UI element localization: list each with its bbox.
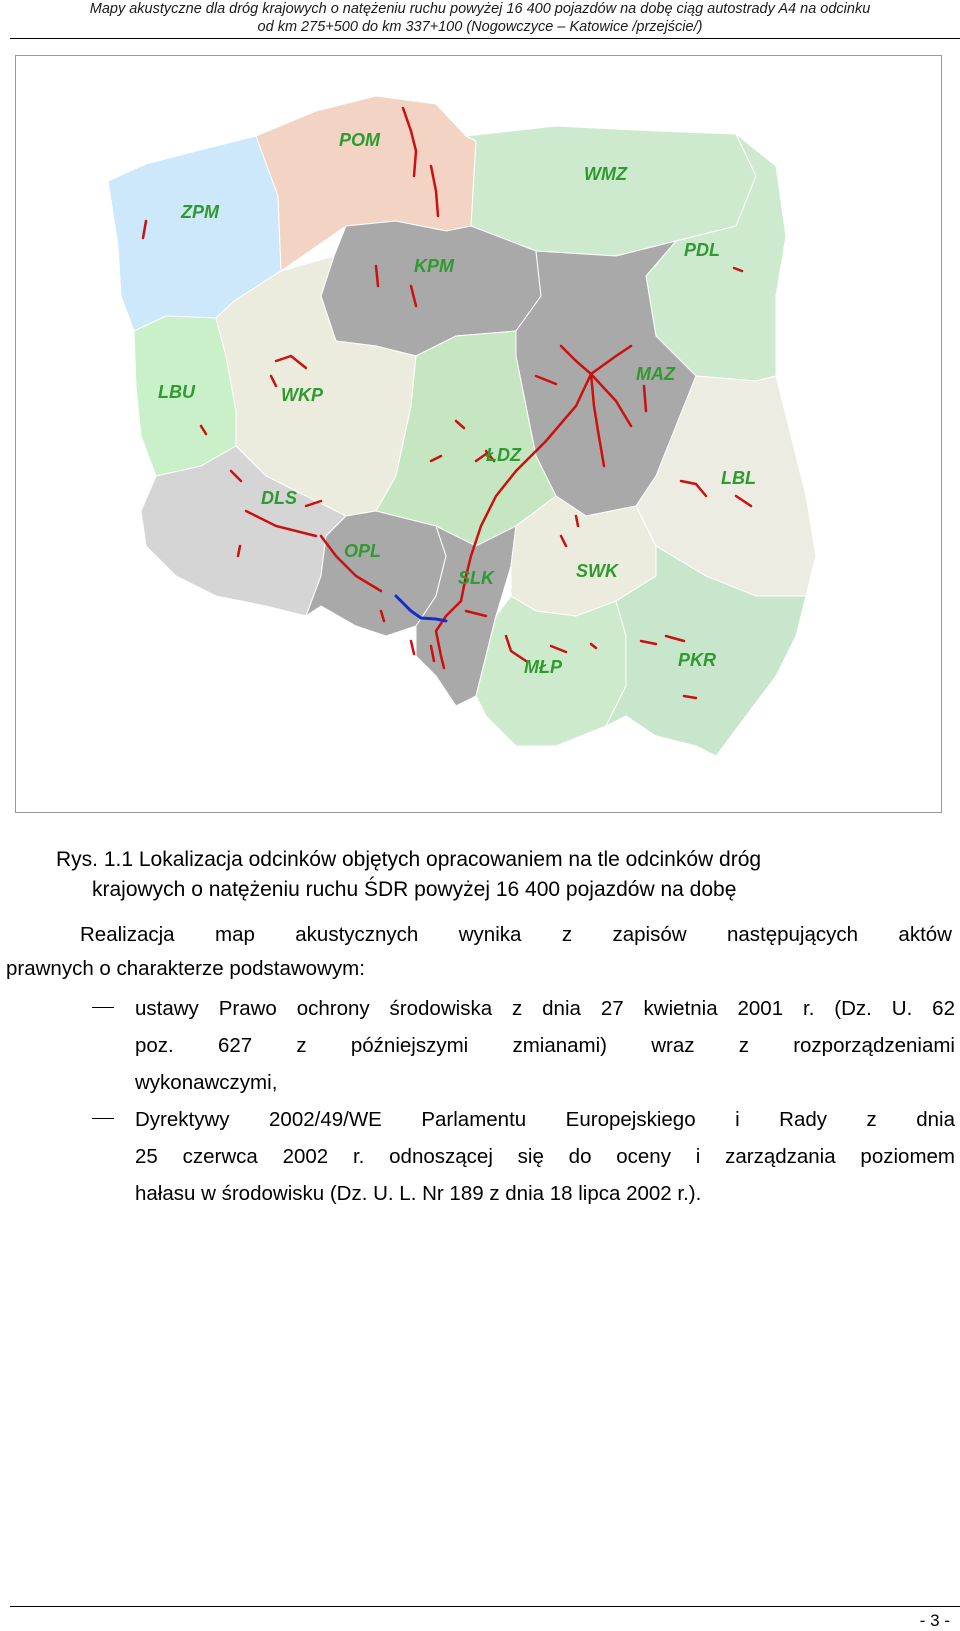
label-wkp: WKP — [281, 385, 323, 405]
header-line-2: od km 275+500 do km 337+100 (Nogowczyce – Katowice /przejście/) — [257, 19, 703, 35]
label-lbl: LBL — [721, 468, 756, 488]
label-maz: MAZ — [636, 364, 675, 384]
running-header — [0, 0, 960, 36]
header-rule — [10, 38, 960, 39]
label-pkr: PKR — [678, 650, 717, 670]
bullet-1-line-3: wykonawczymi, — [135, 1071, 278, 1094]
poland-voivodeship-map — [16, 56, 941, 812]
intro-text-1: Realizacja map akustycznych wynika z zapisów następujących aktów — [80, 923, 952, 946]
bullet-2-line-1: Dyrektywy 2002/49/WE Parlamentu Europejskiego i Rady z dnia — [135, 1108, 955, 1131]
label-kpm: KPM — [414, 256, 454, 276]
caption-line-1: Rys. 1.1 Lokalizacja odcinków objętych opracowaniem na tle odcinków dróg — [56, 848, 762, 871]
intro-paragraph-line-2: prawnych o charakterze podstawowym: — [6, 957, 365, 980]
figure-caption — [56, 845, 761, 905]
intro-paragraph-line-1 — [6, 918, 952, 952]
bullet-1-line-2: poz. 627 z późniejszymi zmianami) wraz z rozporządzeniami — [135, 1034, 955, 1057]
bullet-1-line-1: ustawy Prawo ochrony środowiska z dnia 27 kwietnia 2001 r. (Dz. U. 62 — [135, 997, 955, 1020]
label-ldz: ŁDZ — [486, 445, 521, 465]
caption-line-2: krajowych o natężeniu ruchu ŚDR powyżej 16 400 pojazdów na dobę — [92, 878, 737, 901]
page-number: - 3 - — [919, 1611, 950, 1630]
label-slk: SLK — [458, 568, 494, 588]
label-swk: SWK — [576, 561, 618, 581]
footer-rule — [10, 1606, 960, 1607]
label-zpm: ZPM — [181, 202, 219, 222]
label-pom: POM — [339, 130, 381, 150]
bullet-dash-2 — [92, 1118, 114, 1119]
label-pdl: PDL — [684, 240, 720, 260]
bullet-dash-1 — [92, 1007, 114, 1008]
map-figure — [15, 55, 942, 813]
label-dls: DLS — [261, 488, 297, 508]
label-wmz: WMZ — [584, 164, 627, 184]
label-mlp: MŁP — [524, 657, 562, 677]
bullet-2-line-3: hałasu w środowisku (Dz. U. L. Nr 189 z dnia 18 lipca 2002 r.). — [135, 1182, 702, 1205]
header-line-1: Mapy akustyczne dla dróg krajowych o natężeniu ruchu powyżej 16 400 pojazdów na dobę ciąg autostrady A4 na odcinku — [89, 1, 871, 17]
bullet-2-line-2: 25 czerwca 2002 r. odnoszącej się do oceny i zarządzania poziomem — [135, 1145, 955, 1168]
label-opl: OPL — [344, 541, 382, 561]
label-lbu: LBU — [158, 382, 195, 402]
